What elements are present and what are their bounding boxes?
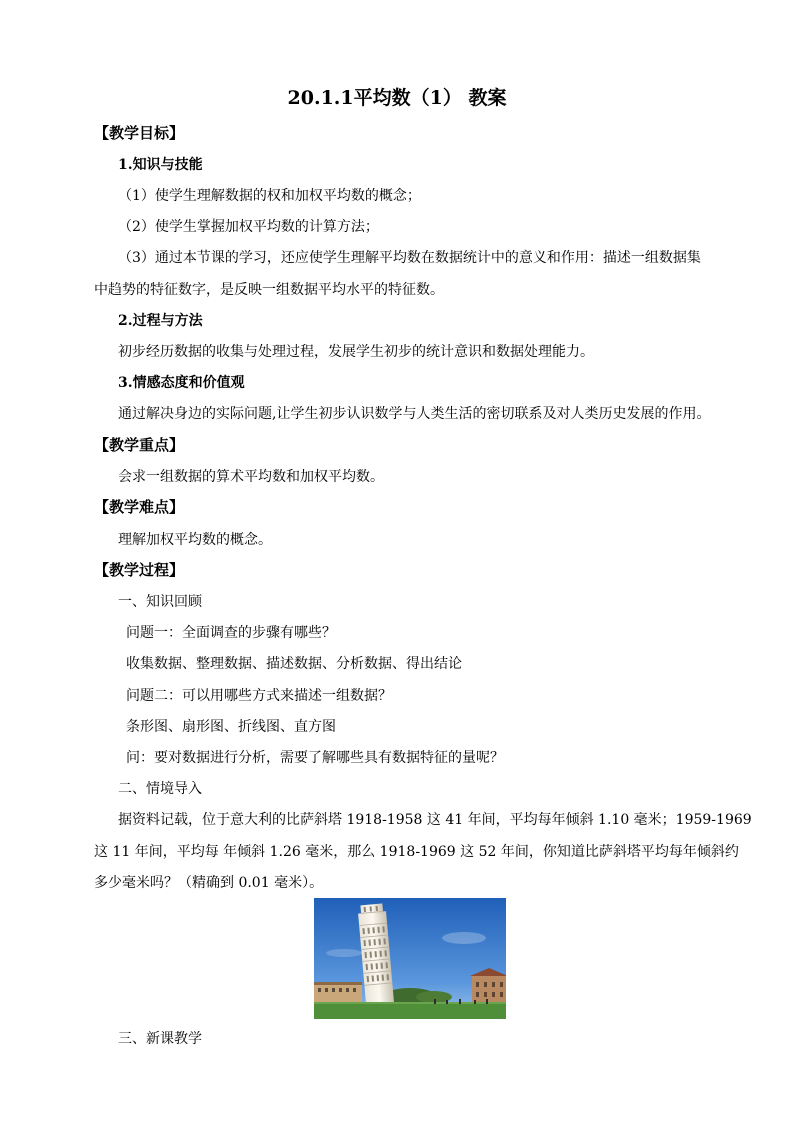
knowledge-item-3-line1: （3）通过本节课的学习，还应使学生理解平均数在数据统计中的意义和作用：描述一组数据集 xyxy=(118,250,701,266)
knowledge-item-3-line2: 中趋势的特征数字，是反映一组数据平均水平的特征数。 xyxy=(94,282,444,298)
review-heading: 一、知识回顾 xyxy=(118,594,202,610)
knowledge-item-1: （1）使学生理解数据的权和加权平均数的概念； xyxy=(118,188,421,204)
new-lesson-heading: 三、新课教学 xyxy=(118,1031,202,1047)
intro-text-line1: 据资料记载，位于意大利的比萨斜塔 1918-1958 这 41 年间，平均每年倾斜 1.10 毫米；1959-1969 xyxy=(118,812,752,828)
leaning-tower-photo xyxy=(314,898,506,1019)
process-method-text: 初步经历数据的收集与处理过程，发展学生初步的统计意识和数据处理能力。 xyxy=(118,344,594,360)
intro-text-line2: 这 11 年间，平均每 年倾斜 1.26 毫米，那么 1918-1969 这 52 年间，你知道比萨斜塔平均每年倾斜约 xyxy=(94,844,739,860)
emotion-heading: 3.情感态度和价值观 xyxy=(118,375,245,391)
review-answer-1: 收集数据、整理数据、描述数据、分析数据、得出结论 xyxy=(126,656,462,672)
section-keypoints: 【教学重点】 xyxy=(94,436,185,454)
review-question-1: 问题一：全面调查的步骤有哪些？ xyxy=(126,625,336,641)
review-question-2: 问题二：可以用哪些方式来描述一组数据？ xyxy=(126,688,392,704)
review-question-3: 问：要对数据进行分析，需要了解哪些具有数据特征的量呢？ xyxy=(126,750,504,766)
intro-heading: 二、情境导入 xyxy=(118,781,202,797)
process-method-heading: 2.过程与方法 xyxy=(118,313,203,329)
knowledge-heading: 1.知识与技能 xyxy=(118,157,203,173)
review-answer-2: 条形图、扇形图、折线图、直方图 xyxy=(126,719,336,735)
difficulty-text: 理解加权平均数的概念。 xyxy=(118,532,272,548)
page-title: 20.1.1平均数（1） 教案 xyxy=(287,87,507,109)
section-process: 【教学过程】 xyxy=(94,561,185,579)
intro-text-line3: 多少毫米吗？（精确到 0.01 毫米）。 xyxy=(94,875,324,891)
section-goals: 【教学目标】 xyxy=(94,124,185,142)
knowledge-item-2: （2）使学生掌握加权平均数的计算方法； xyxy=(118,219,379,235)
section-difficulty: 【教学难点】 xyxy=(94,498,185,516)
keypoints-text: 会求一组数据的算术平均数和加权平均数。 xyxy=(118,469,384,485)
emotion-text: 通过解决身边的实际问题,让学生初步认识数学与人类生活的密切联系及对人类历史发展的作用。 xyxy=(118,406,711,422)
